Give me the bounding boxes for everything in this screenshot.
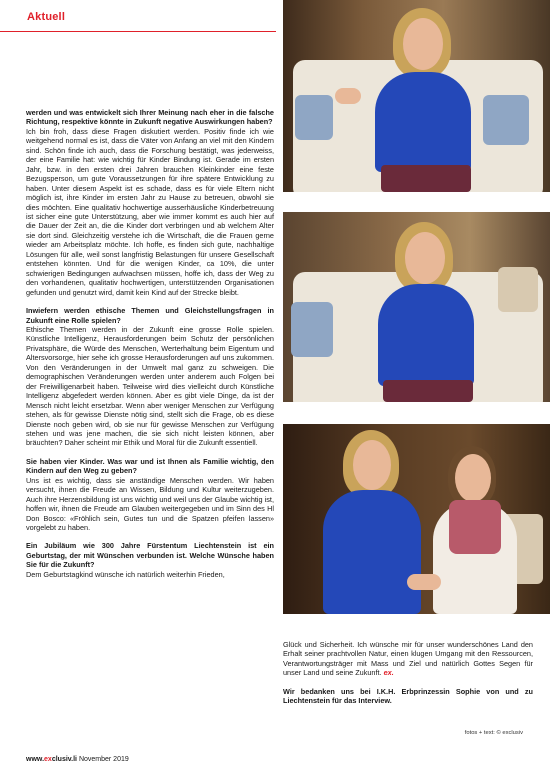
interview-answer: Uns ist es wichtig, dass sie anständige Menschen werden. Wir haben versucht, ihnen die Freude an Wissen, Bildung und Kultur weiterzugeben. Auch ihre Herzensbildung ist uns wichtig und weil uns der Glaube wichtig ist, hoffen wir, ihnen die Freude am Glauben weitergegeben und im Sinn des Hl Don Bosco: «Fröhlich sein, Gutes tun und die Spatzen pfeifen lassen» vorgelebt zu haben. [26, 475, 274, 533]
scarf [449, 500, 501, 554]
article-continuation [283, 640, 533, 678]
face [405, 232, 445, 284]
face [403, 18, 443, 70]
interview-question: werden und was entwickelt sich Ihrer Meinung nach eher in die falsche Richtung, respektive könnte in Zukunft negative Auswirkungen haben? [26, 108, 274, 127]
photo-interviewee-gesturing [283, 0, 550, 192]
footer-brand-rest: clusiv.li [51, 756, 77, 763]
interview-answer: Ethische Themen werden in der Zukunft eine grosse Rolle spielen. Künstliche Intelligenz, Herausforderungen beim Schutz der persönlichen Privatsphäre, die Würde des Menschen, Werterhaltung beim Eigentum und Altersvorsorge, hier sehe ich grosse Herausforderungen auf uns zukommen. Von den Veränderungen in der Umwelt mal ganz zu schweigen. Die demographischen Veränderungen werden unter anderem auch Folgen bei der Freiwilligenarbeit haben. Teilweise wird dies vielleicht durch Künstliche Intelligenz abgefedert werden können. Aber es gibt viele Dinge, da ist der Mensch nicht leicht ersetzbar. Wenn aber weniger Menschen zur Verfügung stehen, als für gewisse Dienste nötig sind, stellt sich die Frage, ob es diese Dienste noch geben wird, ob sie nur für gewisse Menschen zur Verfügung stehen und was jene machen, die sie sich nicht leisten können, aber bräuchten? Daher scheint mir Ethik und Moral für die Zukunft essentiell. [26, 324, 274, 448]
section-header [0, 0, 143, 32]
thanks-note: Wir bedanken uns bei I.K.H. Erbprinzessin Sophie von und zu Liechtenstein für das Interview. [283, 686, 533, 706]
skirt [381, 165, 471, 192]
hand [335, 88, 361, 104]
footer-brand-accent: ex [44, 756, 52, 763]
cushion [295, 95, 333, 140]
blue-cardigan [323, 490, 421, 614]
footer-url-prefix: www. [26, 756, 45, 763]
footer-date: November 2019 [77, 756, 129, 763]
interview-question: Inwiefern werden ethische Themen und Gleichstellungsfragen in Zukunft eine Rolle spielen? [26, 306, 274, 325]
photo-credit: fotos + text: © exclusiv [464, 730, 523, 736]
skirt [383, 380, 473, 402]
handshake [407, 574, 441, 590]
cushion [498, 267, 538, 312]
interview-question: Ein Jubiläum wie 300 Jahre Fürstentum Liechtenstein ist ein Geburtstag, der mit Wünschen verbunden ist. Welche Wünsche haben Sie für die Zukunft? [26, 541, 274, 570]
blue-cardigan [378, 284, 474, 386]
section-label: Aktuell [27, 11, 66, 23]
blue-cardigan [375, 72, 471, 172]
interview-question: Sie haben vier Kinder. Was war und ist Ihnen als Familie wichtig, den Kindern auf den Weg zu geben? [26, 456, 274, 476]
footer [26, 756, 129, 763]
continuation-text: Glück und Sicherheit. Ich wünsche mir für unser wunderschönes Land den Erhalt seiner prachtvollen Natur, einen klugen Umgang mit den Ressourcen, Verantwortungsträger mit Mass und Ziel und natürlich Gottes Segen für unser Land und seine Zukunft. [283, 640, 533, 678]
article-right-column [283, 640, 533, 715]
section-divider [0, 31, 276, 32]
photo-handshake [283, 424, 550, 614]
cushion [291, 302, 333, 357]
article-left-column [26, 108, 274, 588]
photo-interviewee-smiling [283, 212, 550, 402]
end-mark: ex. [383, 668, 394, 678]
cushion [483, 95, 529, 145]
interview-answer: Ich bin froh, dass diese Fragen diskutiert werden. Positiv finde ich wie weitgehend normal es ist, dass die Väter von Anfang an viel mit den Kindern sind. Schön finde ich auch, dass die Forschung bestätigt, was jederweiss, der eine Familie hat: wie wichtig für Kinder Bindung ist. Gerade im ersten Jahr, bzw. in den ersten drei Jahren brauchen Kleinkinder eine feste Bezugsperson, um gute Voraussetzungen für ihre spätere Entwicklung zu haben. Unter diesem Aspekt ist es schade, dass es für viele Eltern nicht möglich ist, ihre Kinder im ersten Jahr zu Hause zu betreuen, obwohl sie dies möchten. Eine qualitativ hochwertige ausserhäusliche Kinderbetreuung ist sicher eine gute Unterstützung, aber wie immer kommt es auch hier auf die Dauer der Zeit an, die die Kinder dort verbringen und ab welchem Alter sie dort sind. Gleichzeitig verstehe ich die Wirtschaft, die die Frauen gerne wieder am Arbeitsplatz möchte. Ich hoffe, es finden sich gute, nachhaltige Lösungen für alle, weil sonst langfristig Belastungen für unsere Gesellschaft entstehen könnten. Und für die wenigen Kinder, ca 10%, die unter schwierigen Bedingungen aufwachsen müssen, hoffe ich, dass der Weg zu den vorhandenen, qualitativ hochwertigen, unterstützenden Organisationen gefunden und genutzt wird, damit kein Kind auf der Strecke bleibt. [26, 126, 274, 297]
interview-answer: Dem Geburtstagkind wünsche ich natürlich weiterhin Frieden, [26, 569, 225, 579]
face [455, 454, 491, 502]
face [353, 440, 391, 490]
